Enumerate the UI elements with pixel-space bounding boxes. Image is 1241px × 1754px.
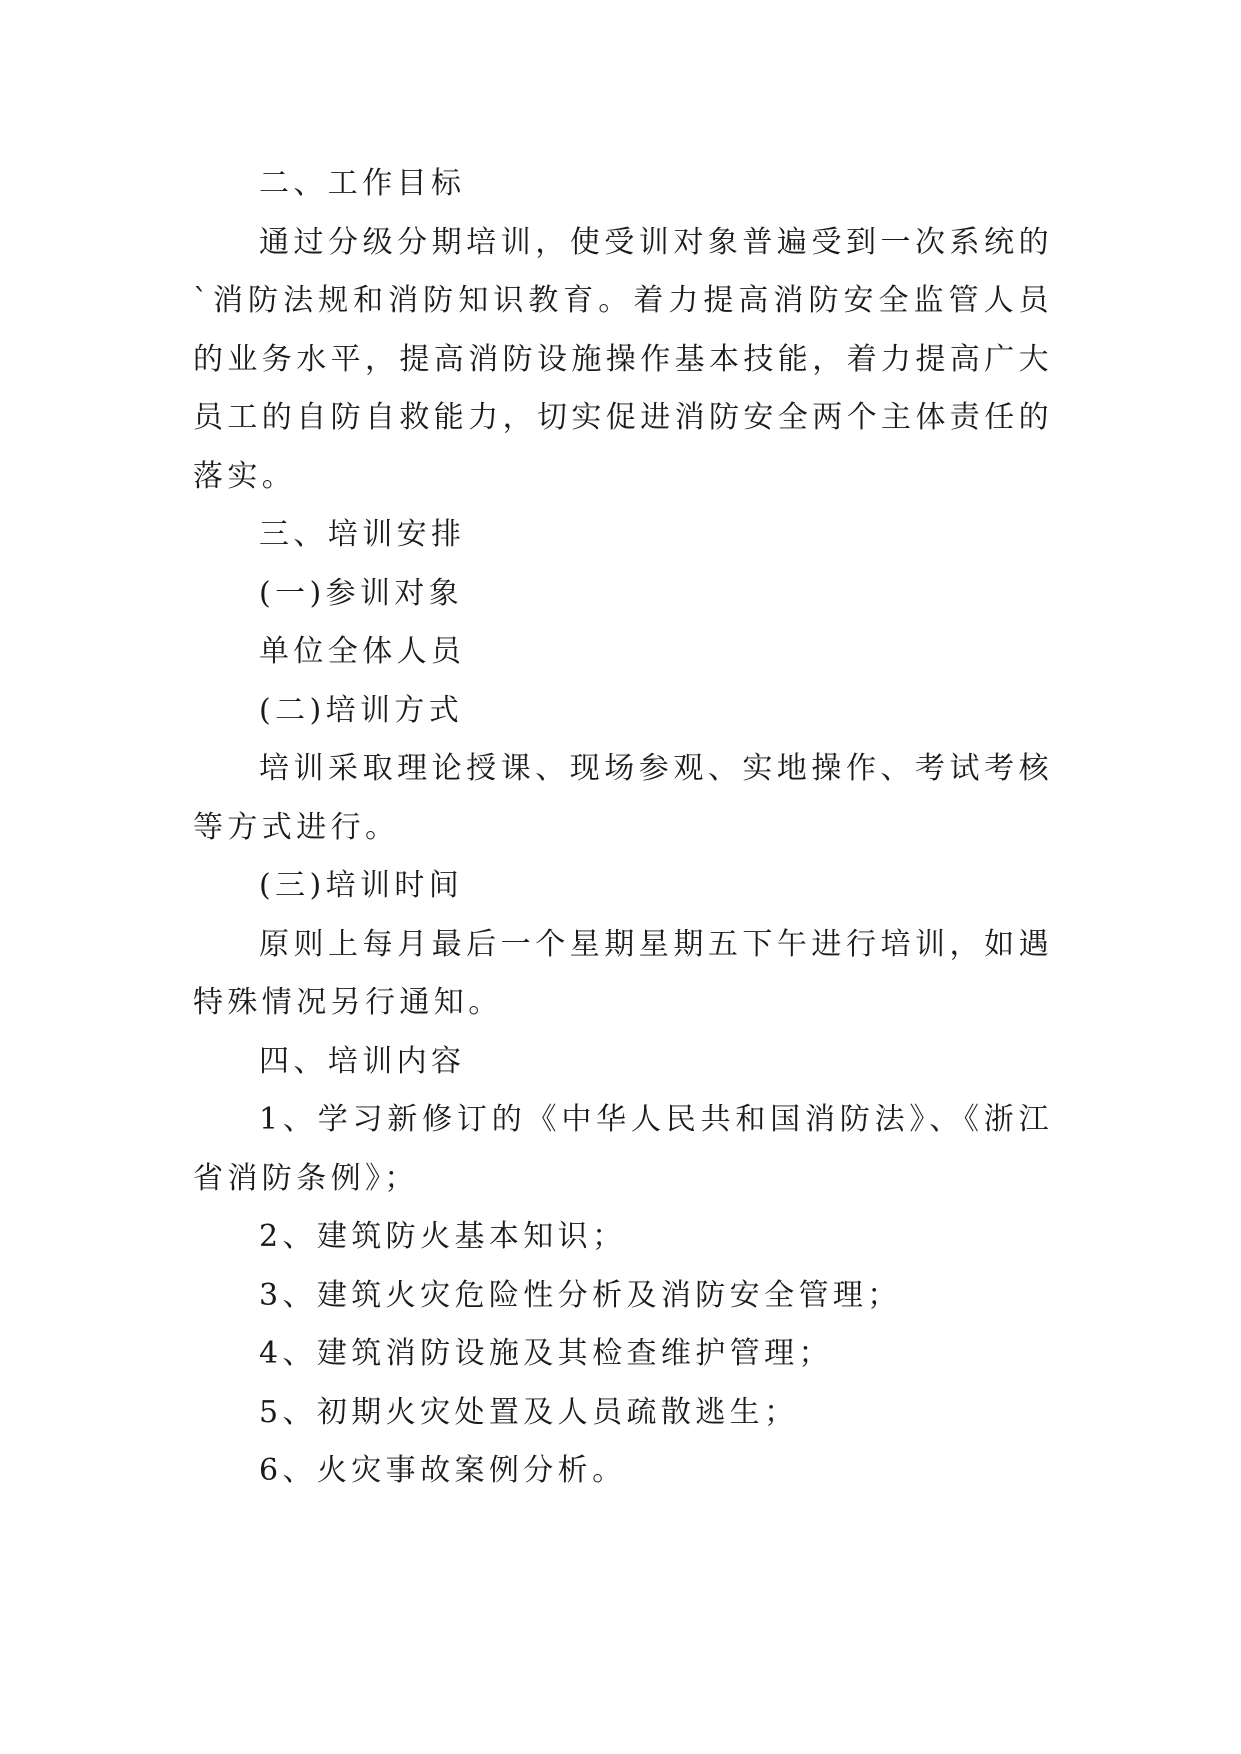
- list-item: 1、学习新修订的《中华人民共和国消防法》、《浙江省消防条例》；: [193, 1102, 1053, 1196]
- list-item: 6、火灾事故案例分析。: [259, 1453, 627, 1488]
- subheading-participants: (一)参训对象: [259, 575, 464, 611]
- subheading-training-time: (三)培训时间: [259, 868, 464, 903]
- paragraph-work-goals: 通过分级分期培训，使受训对象普遍受到一次系统的`消防法规和消防知识教育。着力提高消防安全监管人员的业务水平，提高消防设施操作基本技能，着力提高广大员工的自防自救能力，切实促进消防安全两个主体责任的落实。: [193, 224, 1053, 494]
- list-item: 2、建筑防火基本知识；: [259, 1219, 627, 1254]
- section-heading-work-goals: 二、工作目标: [259, 166, 466, 201]
- list-item: 5、初期火灾处置及人员疏散逃生；: [259, 1394, 799, 1430]
- paragraph-training-method: 培训采取理论授课、现场参观、实地操作、考试考核等方式进行。: [193, 751, 1053, 845]
- paragraph-training-time: 原则上每月最后一个星期星期五下午进行培训，如遇特殊情况另行通知。: [193, 926, 1053, 1020]
- list-item: 4、建筑消防设施及其检查维护管理；: [259, 1336, 833, 1371]
- section-heading-training-arrangement: 三、培训安排: [259, 517, 466, 552]
- paragraph-participants: 单位全体人员: [259, 634, 466, 669]
- list-item: 3、建筑火灾危险性分析及消防安全管理；: [259, 1277, 902, 1313]
- document-body: [193, 155, 1053, 1501]
- section-heading-training-content: 四、培训内容: [259, 1043, 466, 1079]
- subheading-training-method: (二)培训方式: [259, 692, 464, 728]
